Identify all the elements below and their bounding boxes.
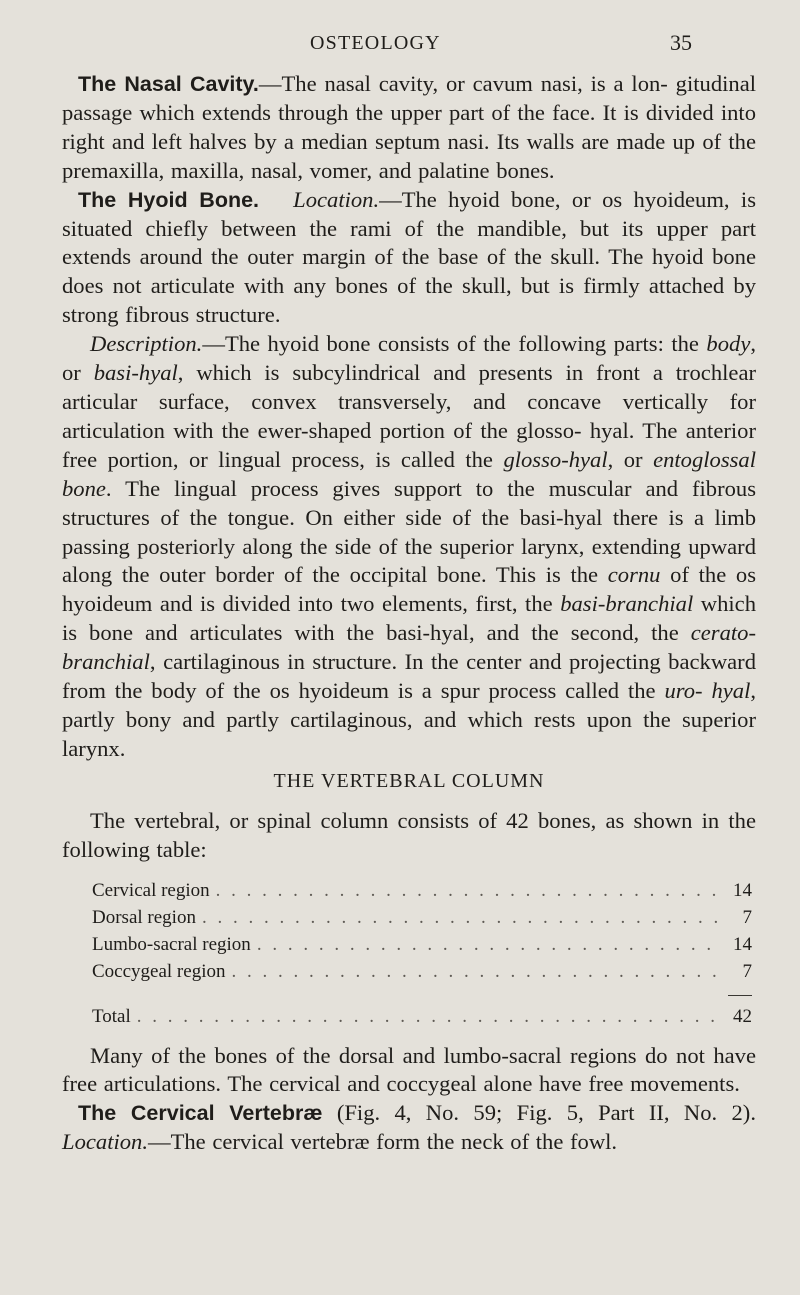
table-row bbox=[92, 931, 752, 958]
table-row bbox=[92, 877, 752, 904]
hyoid-location-text: —The hyoid bone, or os hyoideum, is situated chiefly between the rami of the mandible, but its upper part extends around the outer margin of the base of the skull. The hyoid bone does not articulate with any bones of the skull, but is firmly attached by strong fibrous structure. bbox=[62, 186, 756, 328]
dot-leader bbox=[202, 904, 718, 931]
vertebral-regions-table bbox=[92, 877, 752, 1030]
section-title-vertebral-column: THE VERTEBRAL COLUMN bbox=[273, 769, 545, 792]
hyoid-location-label: Location. bbox=[293, 186, 380, 212]
cervical-location-label: Location. bbox=[62, 1129, 148, 1155]
cervical-vertebrae-heading: The Cervical Vertebræ bbox=[78, 1101, 323, 1126]
hyoid-description-label: Description. bbox=[90, 331, 203, 357]
running-title: OSTEOLOGY bbox=[310, 32, 441, 54]
running-head bbox=[0, 28, 800, 62]
region-count: 14 bbox=[733, 933, 752, 955]
total-rule-row bbox=[92, 985, 752, 1003]
term-glosso-hyal: glosso-hyal bbox=[503, 446, 608, 472]
total-label: Total bbox=[92, 1005, 131, 1027]
region-count: 14 bbox=[733, 879, 752, 901]
region-count: 7 bbox=[742, 960, 752, 982]
hyoid-description-text: , partly bony and partly cartilaginous, and which rests upon the superior larynx. bbox=[62, 678, 757, 761]
hyoid-description-text: of the os hyoideum and is divided into two elements, first, the bbox=[62, 562, 757, 617]
hyoid-description-text: , or bbox=[62, 331, 756, 386]
total-count: 42 bbox=[733, 1005, 752, 1027]
term-uro-hyal: uro- hyal bbox=[664, 678, 751, 704]
term-basi-hyal: basi-hyal bbox=[93, 360, 178, 386]
cervical-vertebrae-paragraph bbox=[62, 1099, 756, 1157]
dot-leader bbox=[137, 1003, 718, 1030]
hyoid-description-text: which is bone and articulates with the basi-hyal, and the second, the bbox=[62, 591, 756, 646]
region-label: Lumbo-sacral region bbox=[92, 933, 251, 955]
term-cerato-branchial: cerato-branchial bbox=[62, 620, 756, 675]
nasal-cavity-heading: The Nasal Cavity. bbox=[78, 72, 259, 96]
hyoid-description-text: , or bbox=[607, 446, 654, 472]
hyoid-bone-heading: The Hyoid Bone. bbox=[78, 187, 260, 212]
vertebral-intro: The vertebral, or spinal column consists of 42 bones, as shown in the following table: bbox=[62, 807, 756, 862]
region-label: Cervical region bbox=[92, 879, 210, 901]
term-body: body bbox=[706, 331, 751, 357]
page-number: 35 bbox=[670, 30, 692, 55]
nasal-cavity-text: —The nasal cavity, or cavum nasi, is a lon- gitudinal passage which extends through the upper part of the face. It is divided into right and left halves by a median septum nasi. Its walls are made up of the premaxilla, maxilla, nasal, vomer, and palatine bones. bbox=[62, 71, 756, 183]
free-articulations-paragraph: Many of the bones of the dorsal and lumbo-sacral regions do not have free articulations. The cervical and coccygeal alone have free movements. bbox=[62, 1042, 756, 1097]
nasal-cavity-paragraph bbox=[62, 70, 756, 186]
hyoid-description-text: —The hyoid bone consists of the following parts: the bbox=[202, 331, 707, 357]
hyoid-description-text: . The lingual process gives support to the muscular and fibrous structures of the tongue. On either side of the basi-hyal there is a limb passing posteriorly along the side of the superior larynx, extending upward along the outer border of the occipital bone. This is the bbox=[62, 475, 756, 588]
dot-leader bbox=[216, 877, 718, 904]
cervical-figure-reference: (Fig. 4, No. 59; Fig. 5, Part II, No. 2). bbox=[322, 1100, 756, 1126]
total-rule bbox=[728, 995, 752, 996]
term-cornu: cornu bbox=[607, 562, 661, 588]
hyoid-description-text: , cartilaginous in structure. In the center and projecting backward from the body of the os hyoideum is a spur process called the bbox=[62, 649, 756, 704]
dot-leader bbox=[231, 958, 718, 985]
dot-leader bbox=[257, 931, 718, 958]
table-total-row bbox=[92, 1003, 752, 1030]
hyoid-description-paragraph bbox=[62, 330, 756, 764]
hyoid-description-text: , which is subcylindrical and presents in front a trochlear articular surface, convex transversely, and concave vertically for articulation with the ewer-shaped portion of the glosso- hyal. The anterior free portion, or lingual process, is called the bbox=[62, 360, 756, 472]
table-row bbox=[92, 904, 752, 931]
cervical-location-text: —The cervical vertebræ form the neck of the fowl. bbox=[147, 1129, 618, 1155]
hyoid-location-paragraph bbox=[62, 186, 756, 331]
region-label: Coccygeal region bbox=[92, 960, 226, 982]
table-row bbox=[92, 958, 752, 985]
region-count: 7 bbox=[742, 906, 752, 928]
region-label: Dorsal region bbox=[92, 906, 196, 928]
term-entoglossal-bone: entoglossal bone bbox=[62, 446, 756, 501]
term-basi-branchial: basi-branchial bbox=[560, 591, 694, 617]
